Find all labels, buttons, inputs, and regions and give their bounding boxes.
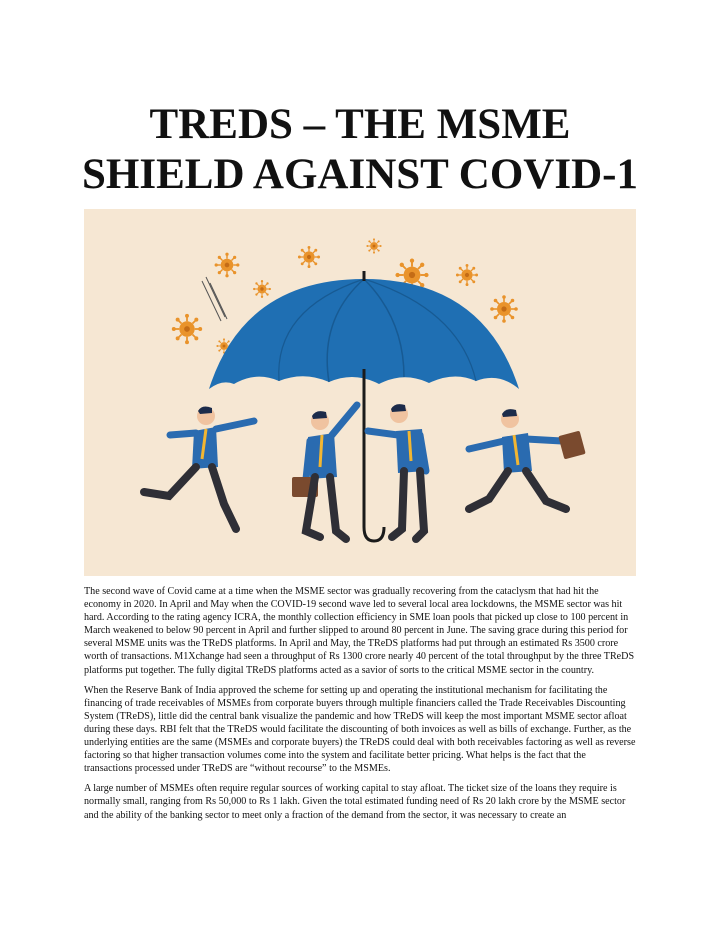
businessman-3: [368, 404, 426, 539]
businessman-4: [469, 409, 586, 509]
document-title: [0, 100, 720, 200]
businessman-2: [292, 405, 357, 539]
hero-illustration: [84, 209, 636, 576]
businessman-1: [144, 407, 254, 529]
motion-lines: [202, 277, 227, 321]
paragraph-3: A large number of MSMEs often require regular sources of working capital to stay afloat. The ticket size of the loans they require is normally small, ranging from Rs 50,000 to Rs 1 lakh. Given the total estimated funding need of Rs 20 lakh crore by the MSME sector and the ability of the banking sector to meet only a fraction of the demand from the sector, it was necessary to create an: [84, 783, 626, 821]
title-line-2: SHIELD AGAINST COVID-1: [82, 151, 638, 198]
paragraph-1: The second wave of Covid came at a time when the MSME sector was gradually recovering from the cataclysm that had hit the economy in 2020. In April and May when the COVID-19 second wave led to several local area lockdowns, the MSME sector was hit hard. According to the rating agency ICRA, the monthly collection efficiency in SME loan pools that picked up close to 100 percent in March weakened to below 90 percent in April and further slipped to around 80 percent in June. The saving grace during this period for several MSME units was the TReDS platforms. In April and May, the TReDS platforms had put through an estimated Rs 3500 crore worth of transactions. M1Xchange had seen a throughput of Rs 1300 crore nearly 40 percent of the total throughput by the three TReDS platforms put together. The fully digital TReDS platforms acted as a savior of sorts to the critical MSME sector in the country.: [84, 586, 635, 676]
umbrella: [209, 271, 519, 541]
paragraph-2: When the Reserve Bank of India approved the scheme for setting up and operating the institutional mechanism for facilitating the financing of trade receivables of MSMEs from corporate buyers through multiple financiers called the Trade Receivables Discounting System (TReDS), little did the central bank visualize the pandemic and how TReDS will keep the most important MSME sector afloat during these days. RBI felt that the TReDS would facilitate the discounting of both invoices as well as bills of exchange. Further, as the underlying entities are the same (MSMEs and corporate buyers) the TReDS could deal with both receivables factoring as well as reverse factoring so that higher transaction volumes come into the system and facilitate better pricing. What helps is the fact that the transactions processed under TReDS are “without recourse” to the MSMEs.: [84, 684, 636, 775]
umbrella-illustration: [84, 209, 636, 576]
title-line-1: TREDS – THE MSME: [149, 101, 571, 148]
article-body: [84, 585, 636, 829]
